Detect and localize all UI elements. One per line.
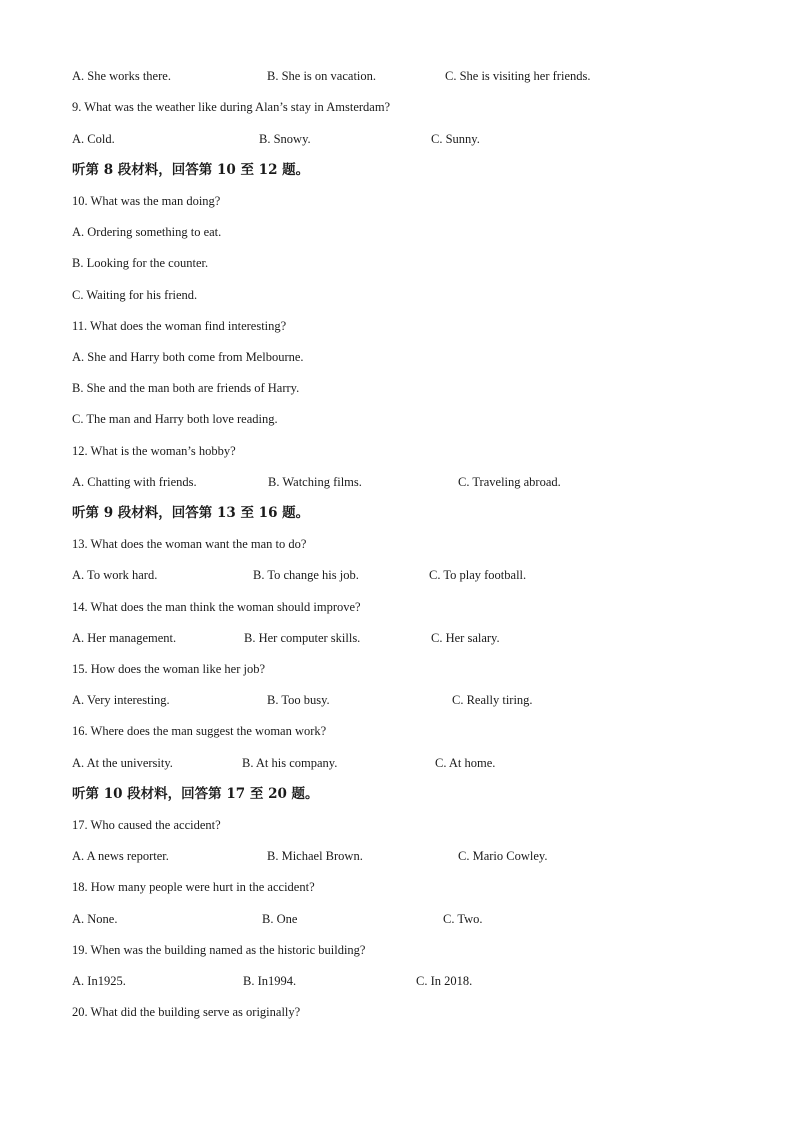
- q9-question: 9. What was the weather like during Alan’s stay in Amsterdam?: [72, 100, 391, 114]
- q8-option-b: B. She is on vacation.: [267, 69, 377, 83]
- q11-option-c: C. The man and Harry both love reading.: [72, 412, 278, 426]
- q12-question: 12. What is the woman’s hobby?: [72, 444, 236, 458]
- q16-question: 16. Where does the man suggest the woman work?: [72, 724, 327, 738]
- section-10-heading: 听第 10 段材料，回答第 17 至 20 题。: [72, 786, 319, 802]
- q14-question: 14. What does the man think the woman should improve?: [72, 600, 361, 614]
- q14-option-c: C. Her salary.: [431, 631, 500, 645]
- q18-question: 18. How many people were hurt in the accident?: [72, 880, 315, 894]
- q16-option-a: A. At the university.: [72, 756, 173, 770]
- q19-option-a: A. In1925.: [72, 974, 126, 988]
- q12-option-b: B. Watching films.: [268, 475, 362, 489]
- q15-option-b: B. Too busy.: [267, 693, 330, 707]
- q9-option-c: C. Sunny.: [431, 132, 480, 146]
- q10-option-c: C. Waiting for his friend.: [72, 288, 198, 302]
- q19-question: 19. When was the building named as the historic building?: [72, 943, 366, 957]
- q19-option-c: C. In 2018.: [416, 974, 473, 988]
- q18-option-a: A. None.: [72, 912, 118, 926]
- q13-option-a: A. To work hard.: [72, 568, 158, 582]
- q11-option-a: A. She and Harry both come from Melbourne.: [72, 350, 304, 364]
- q9-option-a: A. Cold.: [72, 132, 115, 146]
- q18-option-c: C. Two.: [443, 912, 483, 926]
- q14-option-a: A. Her management.: [72, 631, 177, 645]
- q12-option-a: A. Chatting with friends.: [72, 475, 197, 489]
- q8-option-a: A. She works there.: [72, 69, 171, 83]
- q14-option-b: B. Her computer skills.: [244, 631, 361, 645]
- q10-option-b: B. Looking for the counter.: [72, 256, 209, 270]
- q11-option-b: B. She and the man both are friends of Harry.: [72, 381, 300, 395]
- q19-option-b: B. In1994.: [243, 974, 297, 988]
- q18-option-b: B. One: [262, 912, 298, 926]
- q11-question: 11. What does the woman find interesting?: [72, 319, 287, 333]
- q10-option-a: A. Ordering something to eat.: [72, 225, 222, 239]
- q10-question: 10. What was the man doing?: [72, 194, 221, 208]
- q17-option-a: A. A news reporter.: [72, 849, 169, 863]
- q17-question: 17. Who caused the accident?: [72, 818, 221, 832]
- q13-option-b: B. To change his job.: [253, 568, 359, 582]
- section-9-heading: 听第 9 段材料，回答第 13 至 16 题。: [72, 505, 310, 521]
- q13-option-c: C. To play football.: [429, 568, 527, 582]
- q15-question: 15. How does the woman like her job?: [72, 662, 266, 676]
- q16-option-c: C. At home.: [435, 756, 496, 770]
- q16-option-b: B. At his company.: [242, 756, 338, 770]
- q15-option-a: A. Very interesting.: [72, 693, 170, 707]
- q9-option-b: B. Snowy.: [259, 132, 311, 146]
- q13-question: 13. What does the woman want the man to do?: [72, 537, 307, 551]
- q17-option-b: B. Michael Brown.: [267, 849, 363, 863]
- q17-option-c: C. Mario Cowley.: [458, 849, 548, 863]
- q8-option-c: C. She is visiting her friends.: [445, 69, 591, 83]
- q15-option-c: C. Really tiring.: [452, 693, 533, 707]
- q20-question: 20. What did the building serve as originally?: [72, 1005, 301, 1019]
- section-8-heading: 听第 8 段材料，回答第 10 至 12 题。: [72, 162, 310, 178]
- q12-option-c: C. Traveling abroad.: [458, 475, 561, 489]
